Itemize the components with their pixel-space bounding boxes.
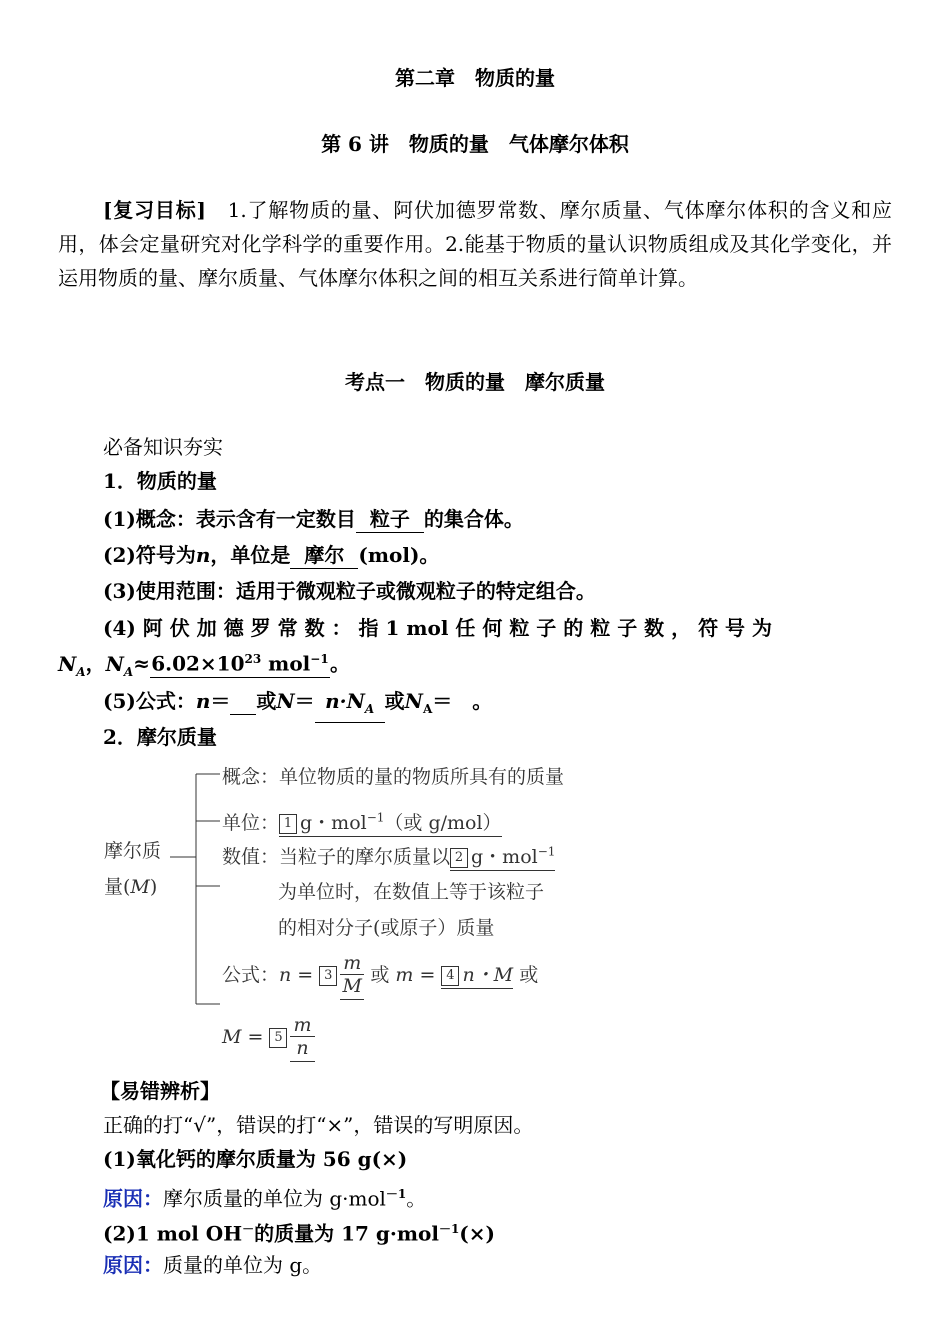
avogadro-value: 6.02×10 xyxy=(151,651,245,676)
item1-formula: (5)公式：n＝ 或$N= n\cdot N_A$ 或$N_A=$ 。 xyxy=(103,684,893,726)
avogadro-unit: mol xyxy=(261,651,311,676)
symbol-mid: ，单位是 xyxy=(210,543,291,567)
review-goals-text: 1.了解物质的量、阿伏加德罗常数、摩尔质量、气体摩尔体积的含义和应用，体会定量研究对化学科学的重要作用。2.能基于物质的量认识物质组成及其化学变化，并运用物质的量、摩尔质量、气体摩尔体积之间的相互关系进行简单计算。 xyxy=(58,198,892,290)
f2-rhs: n・M xyxy=(462,964,514,986)
f-or-2: 或 xyxy=(519,964,539,986)
f3-num: m xyxy=(290,1014,314,1037)
item1-scope: (3)使用范围：适用于微观粒子或微观粒子的特定组合。 xyxy=(103,579,596,603)
diagram-value xyxy=(222,842,555,869)
root-symbol: M xyxy=(130,876,150,898)
diagram-formula-line2 xyxy=(222,1014,315,1062)
errors-q1: (1)氧化钙的摩尔质量为 56 g(×) xyxy=(103,1147,408,1171)
value-unit-sup: −1 xyxy=(537,844,556,859)
reason-text-1: 摩尔质量的单位为 g·mol xyxy=(163,1186,386,1211)
formula-or-2: 或 xyxy=(384,689,405,713)
box-1: 1 xyxy=(279,814,297,834)
unit-alt: （或 g/mol） xyxy=(384,812,502,834)
unit-blank: 摩尔 xyxy=(290,542,358,569)
na-symbol-2: $N_A$ xyxy=(105,651,134,679)
q2-sup: － xyxy=(242,1222,255,1236)
diagram-value-line2: 为单位时，在数值上等于该粒子 xyxy=(278,881,545,903)
concept-post: 的集合体。 xyxy=(423,507,524,531)
item1-avogadro-line2: $N_A$，$N_A\approx 6.02\times 10^{23}$ mol$^{-1}$。 xyxy=(58,646,894,689)
fraction-m-over-n xyxy=(290,1014,314,1062)
box-4: 4 xyxy=(441,966,459,986)
box-5: 5 xyxy=(269,1028,287,1048)
reason-label-2: 原因： xyxy=(103,1253,163,1277)
value-unit: g・mol xyxy=(471,846,538,868)
root-close: ) xyxy=(149,876,158,898)
f3-lhs: M xyxy=(222,1026,242,1048)
unit-sup: −1 xyxy=(366,810,385,825)
errors-r2 xyxy=(103,1248,893,1282)
na-symbol: $N_A$ xyxy=(58,651,86,679)
avogadro-exp: 23 xyxy=(244,652,262,666)
reason-sup-1: －1 xyxy=(385,1187,407,1201)
root-text: 量( xyxy=(104,876,131,898)
q2-end: (×) xyxy=(459,1221,495,1246)
f1-eq: = xyxy=(291,964,320,986)
item2-title: 2．摩尔质量 xyxy=(103,725,217,749)
f2-lhs: m xyxy=(395,964,414,986)
formula-blank-1 xyxy=(230,688,256,715)
q2-pre: (2)1 mol OH xyxy=(103,1221,243,1246)
diagram-unit xyxy=(222,808,502,835)
avogadro-unit-exp: −1 xyxy=(310,652,329,666)
box-2: 2 xyxy=(450,848,468,868)
unit-value: g・mol xyxy=(300,812,367,834)
diagram-root-line1: 摩尔质 xyxy=(104,840,162,862)
diagram-root-line2 xyxy=(104,872,157,899)
formula-end: 。 xyxy=(452,689,493,713)
reason-end-1: 。 xyxy=(406,1186,427,1211)
item1-concept xyxy=(103,502,893,536)
symbol-post: (mol)。 xyxy=(358,543,440,567)
q2-sup2: －1 xyxy=(438,1222,460,1236)
f-or-1: 或 xyxy=(370,964,390,986)
formula-blank-2-text: n·N xyxy=(325,689,365,713)
f3-eq: = xyxy=(241,1026,270,1048)
f2-eq: = xyxy=(413,964,442,986)
reason-label-1: 原因： xyxy=(103,1186,163,1211)
fraction-m-over-M xyxy=(340,952,364,1000)
symbol-pre: (2)符号为 xyxy=(103,543,196,567)
formula-or-1: 或 xyxy=(256,689,277,713)
unit-label: 单位： xyxy=(222,812,280,834)
f1-num: m xyxy=(340,952,364,975)
reason-text-2: 质量的单位为 g。 xyxy=(163,1253,323,1277)
item1-title: 1．物质的量 xyxy=(103,469,217,493)
diagram-concept: 概念：单位物质的量的物质所具有的质量 xyxy=(222,766,565,788)
concept-blank: 粒子 xyxy=(356,506,424,533)
symbol-n: n xyxy=(195,543,211,567)
formula-label-2: 公式： xyxy=(222,964,280,986)
box-3: 3 xyxy=(319,966,337,986)
review-goals xyxy=(58,193,892,295)
errors-q2 xyxy=(103,1212,893,1251)
avogadro-blank xyxy=(150,646,330,678)
section-title: 考点一 物质的量 摩尔质量 xyxy=(345,370,605,394)
item1-symbol xyxy=(103,538,893,572)
formula-blank-2: $n\cdot N_A$ xyxy=(315,688,385,723)
q2-mid: 的质量为 17 g·mol xyxy=(254,1221,439,1246)
f3-den: n xyxy=(296,1037,309,1059)
f1-den: M xyxy=(342,975,363,997)
f1-lhs: n xyxy=(279,964,292,986)
errors-r1 xyxy=(103,1177,893,1216)
value-label: 数值：当粒子的摩尔质量以 xyxy=(222,846,451,868)
diagram-formula-line1 xyxy=(222,952,538,1000)
diagram-value-line3: 的相对分子(或原子）质量 xyxy=(278,917,495,939)
chapter-title: 第二章 物质的量 xyxy=(395,66,555,90)
errors-instruction: 正确的打“√”，错误的打“×”，错误的写明原因。 xyxy=(103,1113,534,1137)
concept-pre: (1)概念：表示含有一定数目 xyxy=(103,507,356,531)
review-goals-label: [复习目标] xyxy=(103,198,207,222)
errors-heading: 【易错辨析】 xyxy=(100,1079,220,1103)
formula-label: (5)公式： xyxy=(103,689,196,713)
item1-avogadro-line1: (4) 阿 伏 加 德 罗 常 数 ： 指 1 mol 任 何 粒 子 的 粒 子 数 ， 符 号 为 xyxy=(103,616,773,640)
lecture-title: 第 6 讲 物质的量 气体摩尔体积 xyxy=(321,132,629,156)
knowledge-heading: 必备知识夯实 xyxy=(103,435,223,459)
